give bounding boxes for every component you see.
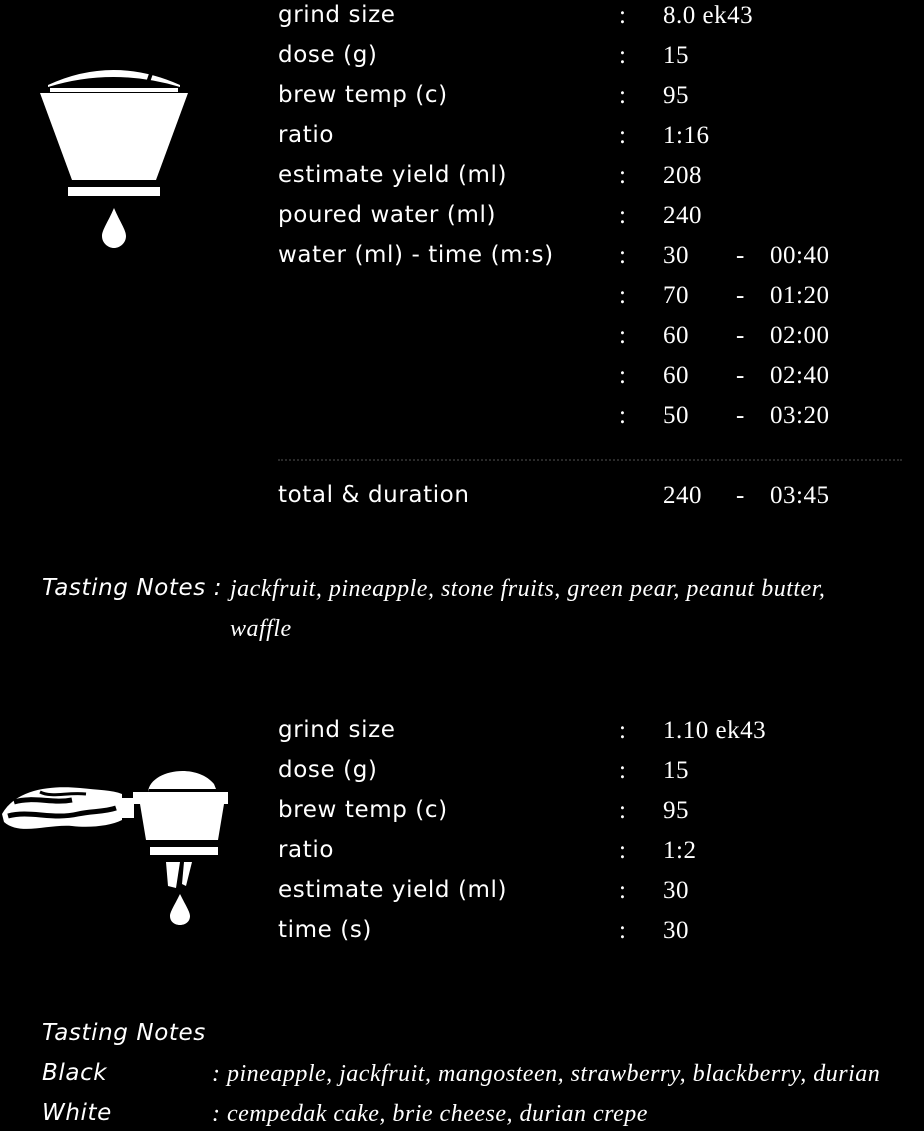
pour-over-dripper-icon bbox=[38, 60, 190, 250]
schedule-water: 50 bbox=[663, 402, 689, 429]
note-label: Black bbox=[42, 1060, 108, 1086]
pourover-tasting-notes-line2: waffle bbox=[230, 616, 292, 642]
param-label: dose (g) bbox=[278, 757, 378, 783]
param-separator: : bbox=[619, 877, 627, 904]
schedule-separator: : bbox=[619, 282, 627, 309]
param-separator: : bbox=[619, 757, 627, 784]
param-value: 30 bbox=[663, 877, 689, 904]
param-value: 240 bbox=[663, 202, 702, 229]
param-separator: : bbox=[619, 122, 627, 149]
note-label: White bbox=[42, 1100, 112, 1126]
total-duration-label: total & duration bbox=[278, 482, 470, 508]
param-separator: : bbox=[619, 202, 627, 229]
param-label: time (s) bbox=[278, 917, 373, 943]
schedule-time: 02:40 bbox=[770, 362, 830, 389]
schedule-separator: : bbox=[619, 242, 627, 269]
espresso-portafilter-icon bbox=[0, 762, 232, 927]
param-label: brew temp (c) bbox=[278, 82, 448, 108]
param-separator: : bbox=[619, 917, 627, 944]
param-label: poured water (ml) bbox=[278, 202, 497, 228]
pourover-tasting-notes-line1: jackfruit, pineapple, stone fruits, green pear, peanut butter, bbox=[230, 576, 826, 602]
param-value: 15 bbox=[663, 757, 689, 784]
param-value: 95 bbox=[663, 797, 689, 824]
schedule-separator: : bbox=[619, 362, 627, 389]
schedule-water: 30 bbox=[663, 242, 689, 269]
pourover-tasting-label: Tasting Notes : bbox=[42, 575, 223, 601]
param-separator: : bbox=[619, 82, 627, 109]
param-value: 30 bbox=[663, 917, 689, 944]
param-value: 1.10 ek43 bbox=[663, 717, 767, 744]
schedule-dash: - bbox=[736, 402, 745, 429]
param-value: 15 bbox=[663, 42, 689, 69]
param-separator: : bbox=[619, 42, 627, 69]
schedule-water: 60 bbox=[663, 322, 689, 349]
param-value: 208 bbox=[663, 162, 702, 189]
param-label: brew temp (c) bbox=[278, 797, 448, 823]
schedule-separator: : bbox=[619, 322, 627, 349]
schedule-water: 60 bbox=[663, 362, 689, 389]
param-separator: : bbox=[619, 717, 627, 744]
schedule-time: 03:20 bbox=[770, 402, 830, 429]
schedule-dash: - bbox=[736, 322, 745, 349]
schedule-time: 02:00 bbox=[770, 322, 830, 349]
param-value: 1:2 bbox=[663, 837, 697, 864]
schedule-water: 70 bbox=[663, 282, 689, 309]
param-separator: : bbox=[619, 2, 627, 29]
separator-line bbox=[278, 459, 902, 461]
schedule-label: water (ml) - time (m:s) bbox=[278, 242, 554, 268]
param-separator: : bbox=[619, 797, 627, 824]
total-water-value: 240 bbox=[663, 482, 702, 509]
param-label: grind size bbox=[278, 717, 396, 743]
schedule-dash: - bbox=[736, 282, 745, 309]
schedule-dash: - bbox=[736, 362, 745, 389]
total-time-value: 03:45 bbox=[770, 482, 830, 509]
total-dash: - bbox=[736, 482, 745, 509]
param-label: ratio bbox=[278, 122, 335, 148]
note-value: : cempedak cake, brie cheese, durian crepe bbox=[212, 1101, 648, 1127]
param-label: estimate yield (ml) bbox=[278, 162, 508, 188]
param-label: dose (g) bbox=[278, 42, 378, 68]
espresso-tasting-heading: Tasting Notes bbox=[42, 1020, 206, 1046]
schedule-separator: : bbox=[619, 402, 627, 429]
schedule-time: 00:40 bbox=[770, 242, 830, 269]
note-value: : pineapple, jackfruit, mangosteen, strawberry, blackberry, durian bbox=[212, 1061, 881, 1087]
param-label: ratio bbox=[278, 837, 335, 863]
param-value: 1:16 bbox=[663, 122, 710, 149]
param-value: 95 bbox=[663, 82, 689, 109]
schedule-time: 01:20 bbox=[770, 282, 830, 309]
param-separator: : bbox=[619, 837, 627, 864]
param-separator: : bbox=[619, 162, 627, 189]
param-label: grind size bbox=[278, 2, 396, 28]
schedule-dash: - bbox=[736, 242, 745, 269]
param-label: estimate yield (ml) bbox=[278, 877, 508, 903]
param-value: 8.0 ek43 bbox=[663, 2, 754, 29]
